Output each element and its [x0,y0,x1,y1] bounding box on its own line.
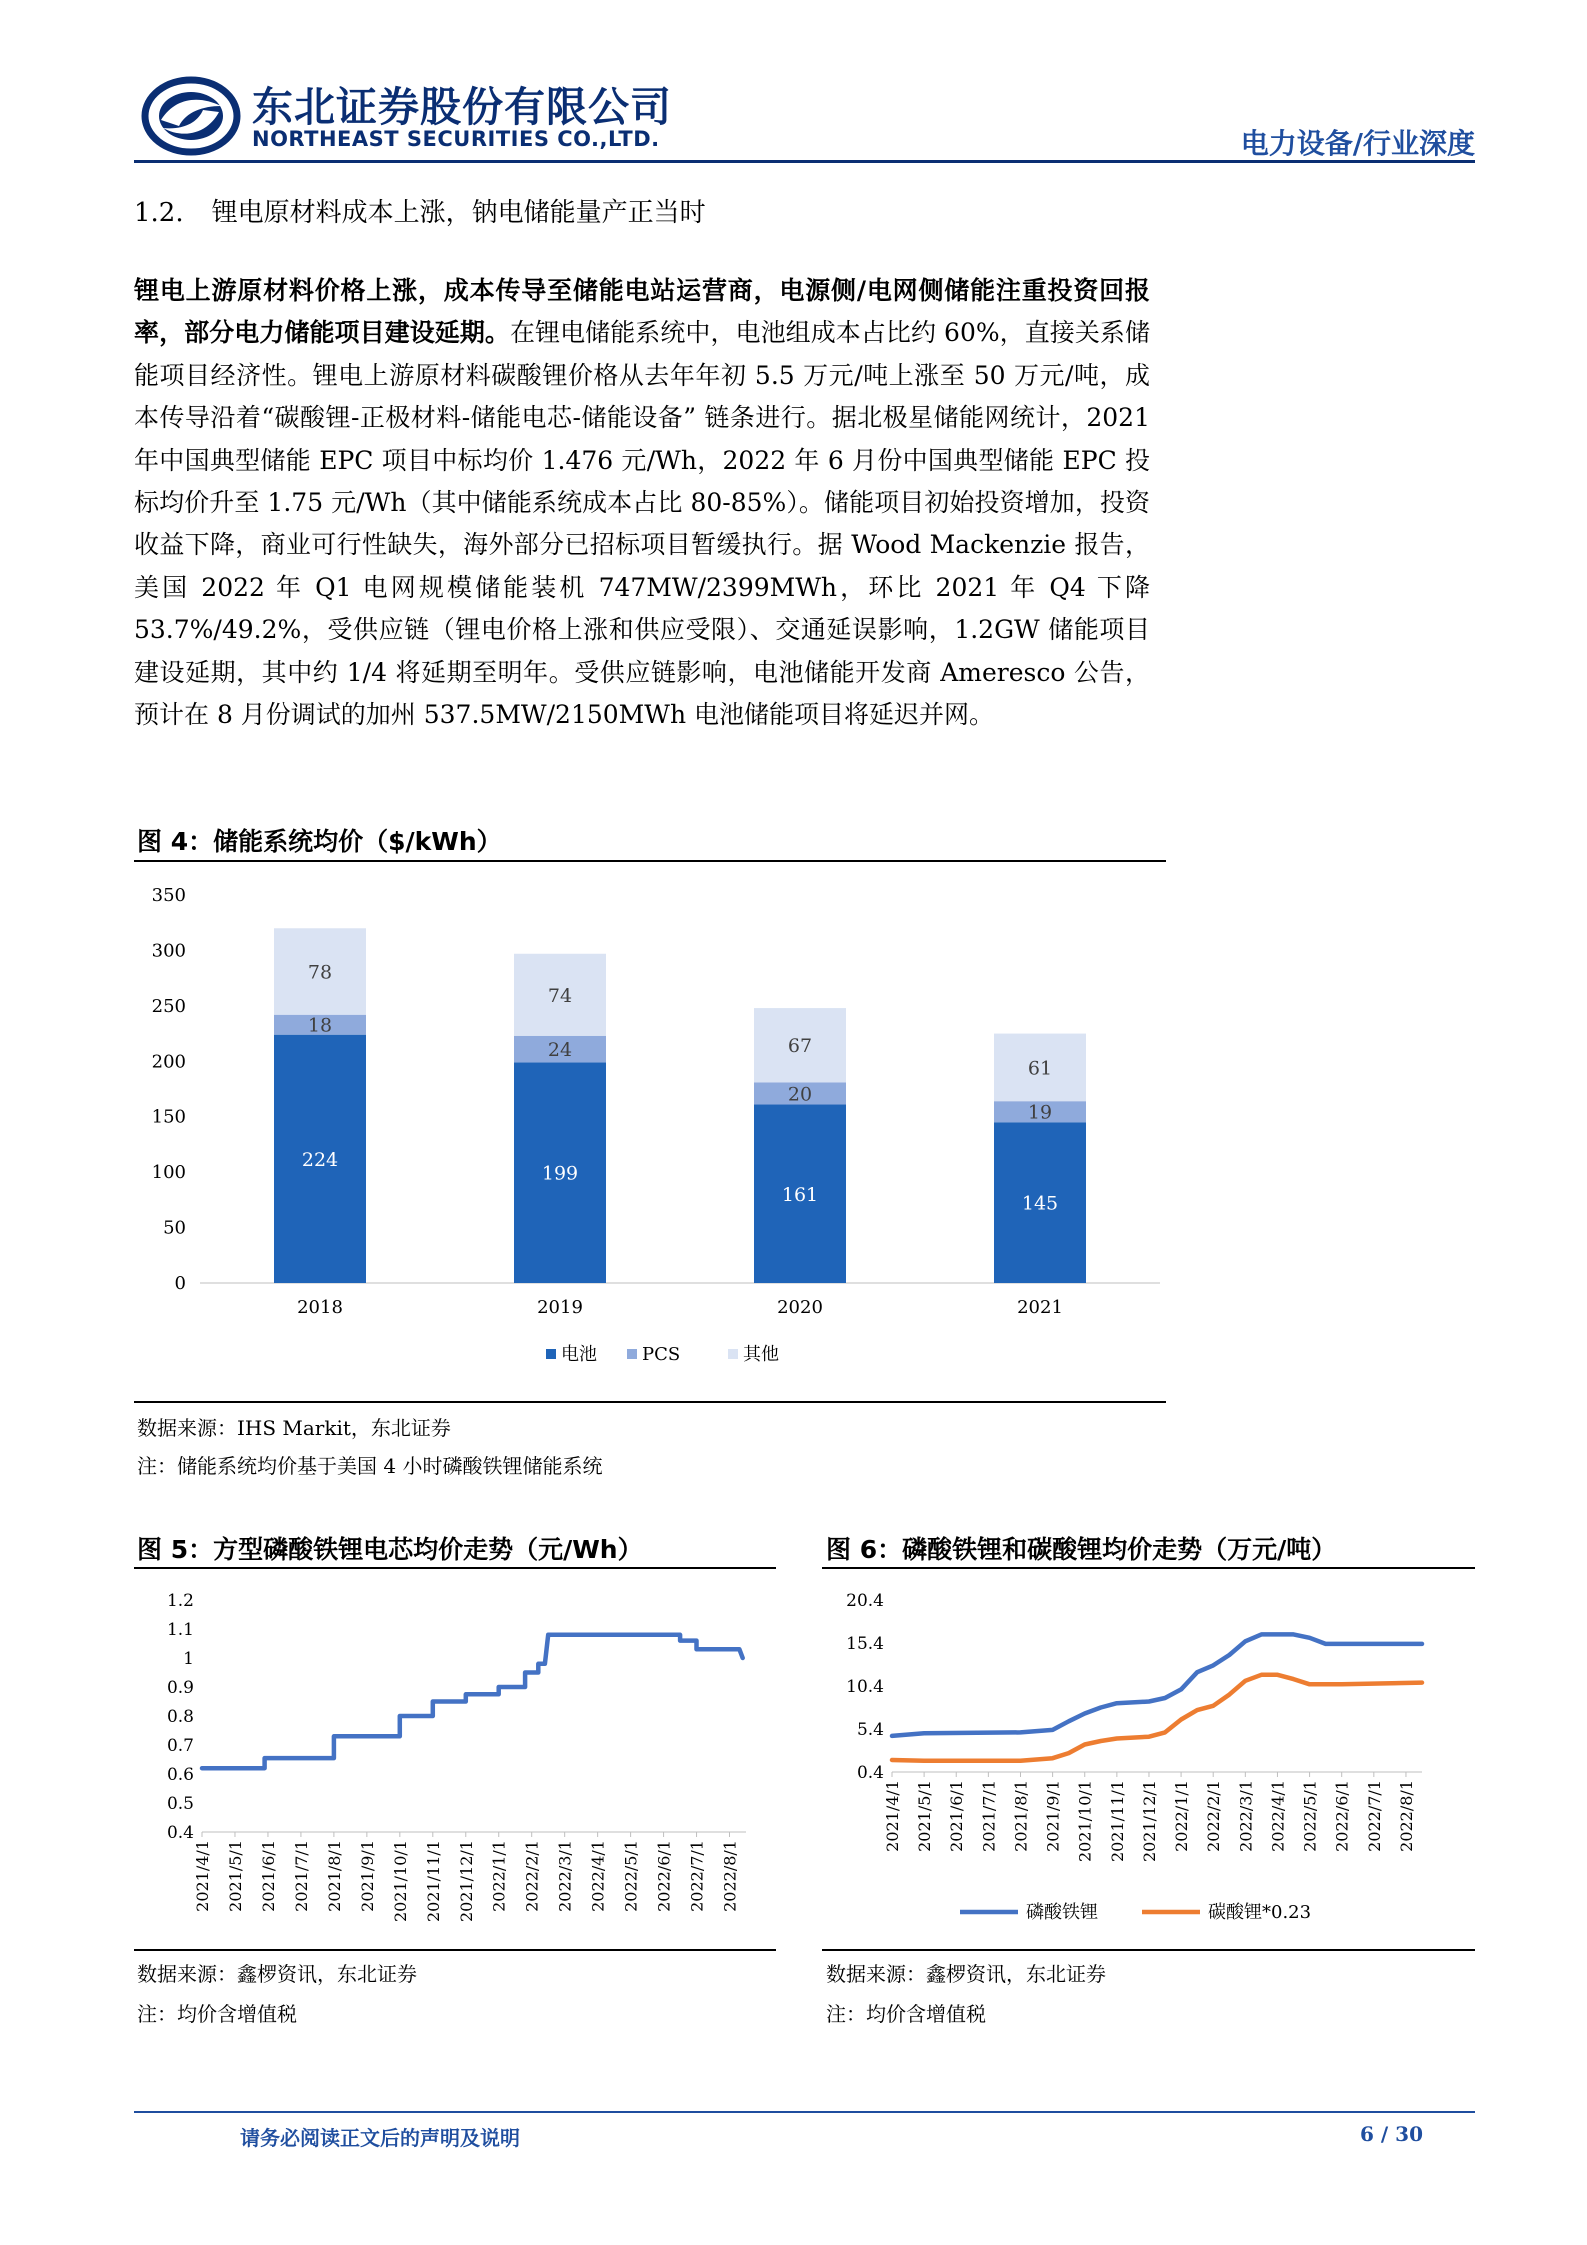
x-tick-label: 2021/10/1 [1075,1780,1095,1863]
body-paragraph [134,270,1150,736]
footer-divider [134,2111,1475,2113]
x-tick-label: 2021/6/1 [258,1840,278,1912]
y-tick-label: 300 [151,940,186,962]
fig5-bottom-rule [134,1949,776,1951]
x-tick-label: 2021/7/1 [291,1840,311,1912]
x-tick-label: 2021/11/1 [423,1840,443,1923]
y-tick-label: 1.1 [166,1620,194,1640]
x-tick-label: 2022/2/1 [1204,1780,1224,1852]
bar-value-label: 161 [781,1183,819,1206]
bar-value-label: 61 [1027,1057,1053,1080]
footer-disclaimer: 请务必阅读正文后的声明及说明 [240,2126,520,2150]
x-tick-label: 2022/5/1 [621,1840,641,1912]
x-tick-label: 2021/8/1 [324,1840,344,1912]
header-divider [134,160,1475,163]
x-tick-label: 2022/2/1 [522,1840,542,1912]
x-tick-label: 2021/5/1 [225,1840,245,1912]
y-tick-label: 10.4 [846,1677,884,1697]
fig4-top-rule [134,860,1166,862]
x-tick-label: 2022/1/1 [1172,1780,1192,1852]
x-tick-label: 2021/8/1 [1011,1780,1031,1852]
y-tick-label: 150 [151,1106,186,1128]
legend-swatch [546,1349,556,1359]
y-tick-label: 350 [151,885,186,906]
company-name-cn: 东北证券股份有限公司 [252,83,672,131]
x-tick-label: 2022/3/1 [555,1840,575,1912]
fig4-title: 图 4：储能系统均价（$/kWh） [137,827,502,856]
fig4-chart [134,865,1166,1395]
x-tick-label: 2022/5/1 [1300,1780,1320,1852]
fig4-bottom-rule [134,1401,1166,1403]
x-tick-label: 2020 [777,1297,823,1318]
legend-label: 碳酸锂*0.23 [1208,1902,1312,1923]
x-tick-label: 2021 [1017,1297,1063,1318]
x-tick-label: 2022/4/1 [1268,1780,1288,1852]
fig4-note: 注：储能系统均价基于美国 4 小时磷酸铁锂储能系统 [137,1454,603,1478]
y-tick-label: 50 [163,1217,186,1239]
fig5-top-rule [134,1567,776,1569]
y-tick-label: 20.4 [846,1591,884,1611]
bar-value-label: 67 [787,1035,813,1058]
y-tick-label: 200 [151,1051,186,1073]
y-tick-label: 0.7 [166,1736,194,1756]
paragraph-bold-lead: 锂电上游原材料价格上涨，成本传导至储能电站运营商，电源侧/电网侧储能注重投资回报率，部分电力储能项目建设延期。 [134,276,1150,348]
legend-label: 其他 [743,1344,779,1365]
legend-label: PCS [642,1344,681,1365]
legend-label: 磷酸铁锂 [1026,1902,1098,1923]
y-tick-label: 0.4 [856,1763,884,1783]
x-tick-label: 2022/4/1 [588,1840,608,1912]
bar-value-label: 199 [541,1162,579,1185]
legend-swatch [728,1349,738,1359]
x-tick-label: 2021/4/1 [883,1780,902,1852]
x-tick-label: 2021/9/1 [1043,1780,1063,1852]
x-tick-label: 2022/6/1 [654,1840,674,1912]
legend-label: 电池 [561,1344,597,1365]
x-tick-label: 2022/8/1 [720,1840,740,1912]
x-tick-label: 2021/5/1 [915,1780,935,1852]
fig6-note: 注：均价含增值税 [826,2002,986,2026]
x-tick-label: 2021/11/1 [1107,1780,1127,1863]
x-tick-label: 2021/9/1 [357,1840,377,1912]
fig6-title: 图 6：磷酸铁锂和碳酸锂均价走势（万元/吨） [826,1535,1337,1564]
x-tick-label: 2021/10/1 [390,1840,410,1923]
y-tick-label: 0.6 [166,1765,194,1785]
legend-swatch [627,1349,637,1359]
x-tick-label: 2022/8/1 [1396,1780,1416,1852]
section-title: 锂电原材料成本上涨，钠电储能量产正当时 [211,198,706,228]
series-line [202,1635,743,1768]
bar-value-label: 20 [787,1083,813,1106]
section-heading [134,192,706,229]
y-tick-label: 250 [151,995,186,1017]
series-line [892,1675,1422,1761]
bar-value-label: 74 [547,984,573,1007]
y-tick-label: 1 [183,1649,194,1669]
x-tick-label: 2022/7/1 [1364,1780,1384,1852]
fig6-top-rule [822,1567,1475,1569]
fig6-source: 数据来源：鑫椤资讯，东北证券 [826,1962,1106,1986]
x-tick-label: 2021/4/1 [193,1840,212,1912]
report-category: 电力设备/行业深度 [1240,127,1475,160]
fig5-source: 数据来源：鑫椤资讯，东北证券 [137,1962,417,1986]
paragraph-text: 在锂电储能系统中，电池组成本占比约 60%，直接关系储能项目经济性。锂电上游原材料碳酸锂价格从去年年初 5.5 万元/吨上涨至 50 万元/吨，成本传导沿着“碳酸锂-正极材料-储能电芯-储能设备” 链条进行。据北极星储能网统计，2021 年中国典型储能 EPC 项目中标均价 1.476 元/Wh，2022 年 6 月份中国典型储能 EPC 投标均价升至 1.75 元/Wh（其中储能系统成本占比 80-85%）。储能项目初始投资增加，投资收益下降，商业可行性缺失，海外部分已招标项目暂缓执行。据 Wood Mackenzie 报告，美国 2022 年 Q1 电网规模储能装机 747MW/2399MWh，环比 2021 年 Q4 下降 53.7%/49.2%，受供应链（锂电价格上涨和供应受限）、交通延误影响，1.2GW 储能项目建设延期，其中约 1/4 将延期至明年。受供应链影响，电池储能开发商 Ameresco 公告，预计在 8 月份调试的加州 537.5MW/2150MWh 电池储能项目将延迟并网。 [134,318,1150,730]
bar-value-label: 224 [301,1148,339,1171]
fig5-note: 注：均价含增值税 [137,2002,297,2026]
y-tick-label: 0.4 [166,1823,194,1843]
y-tick-label: 1.2 [166,1591,194,1611]
x-tick-label: 2022/1/1 [489,1840,509,1912]
bar-value-label: 145 [1021,1192,1059,1215]
fig5-title: 图 5：方型磷酸铁锂电芯均价走势（元/Wh） [137,1535,643,1564]
x-tick-label: 2021/6/1 [947,1780,967,1852]
x-tick-label: 2022/6/1 [1332,1780,1352,1852]
bar-value-label: 19 [1027,1101,1053,1124]
bar-value-label: 18 [307,1014,333,1037]
bar-value-label: 78 [307,961,333,984]
y-tick-label: 15.4 [846,1634,884,1654]
northeast-securities-logo-icon [140,76,242,156]
y-tick-label: 0.5 [166,1794,194,1814]
fig6-chart [822,1572,1475,1942]
y-tick-label: 0.8 [166,1707,194,1727]
x-tick-label: 2022/3/1 [1236,1780,1256,1852]
x-tick-label: 2021/7/1 [979,1780,999,1852]
x-tick-label: 2021/12/1 [1139,1780,1159,1863]
section-number: 1.2. [134,198,184,228]
bar-value-label: 24 [547,1039,573,1062]
x-tick-label: 2021/12/1 [456,1840,476,1923]
fig6-bottom-rule [822,1949,1475,1951]
page-number: 6 / 30 [1360,2122,1423,2146]
company-name-en: NORTHEAST SECURITIES CO.,LTD. [252,127,660,151]
y-tick-label: 100 [151,1162,186,1184]
y-tick-label: 0 [174,1273,186,1294]
fig4-source: 数据来源：IHS Markit，东北证券 [137,1416,451,1440]
y-tick-label: 5.4 [856,1720,884,1740]
y-tick-label: 0.9 [166,1678,194,1698]
x-tick-label: 2018 [297,1297,343,1318]
x-tick-label: 2019 [537,1297,583,1318]
fig5-chart [134,1572,776,1942]
x-tick-label: 2022/7/1 [687,1840,707,1912]
